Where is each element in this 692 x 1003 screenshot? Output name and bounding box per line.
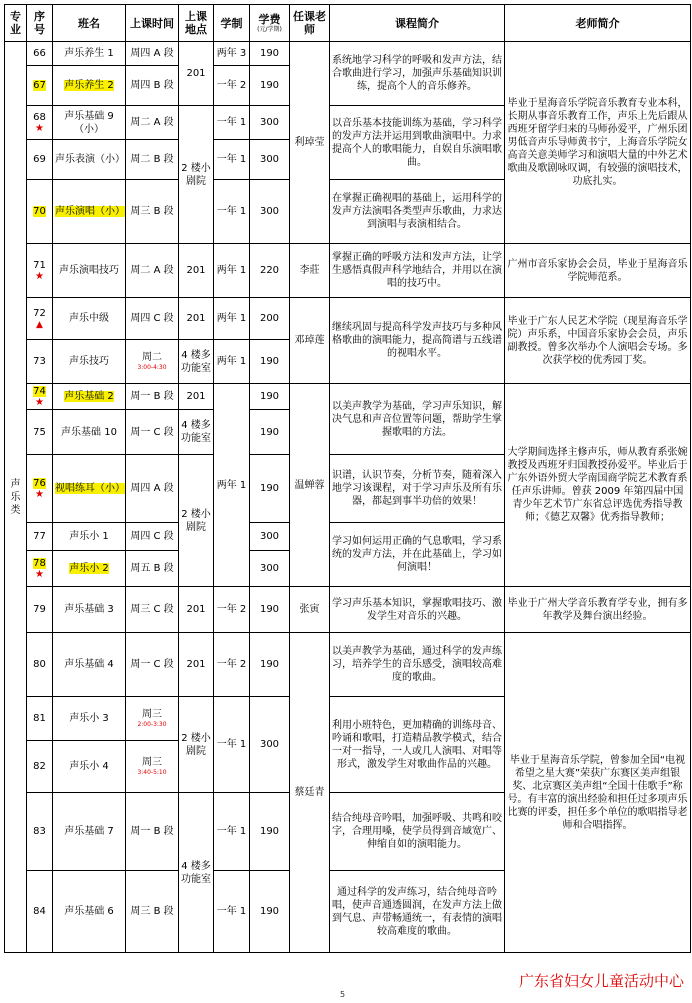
course-desc: 学习如何运用正确的气息歌唱，学习系统的发声方法，并在此基础上，学习如何演唱！ [330, 523, 505, 587]
header-category: 专业 [5, 5, 27, 42]
class-place: 2 楼小剧院 [179, 106, 214, 244]
class-name-highlight: 声乐小 2 [69, 563, 109, 574]
course-desc: 在掌握正确视唱的基础上，运用科学的发声方法演唱各类型声乐歌曲，力求达到演唱与表演相结合。 [330, 180, 505, 244]
page-number: 5 [340, 990, 346, 999]
course-desc: 掌握正确的呼吸方法和发声方法，让学生感悟真假声科学地结合，并用以在演唱的技巧中。 [330, 244, 505, 298]
triangle-icon: ▲ [36, 320, 43, 330]
class-name: 声乐演唱技巧 [53, 244, 126, 298]
header-teacher-desc: 老师简介 [505, 5, 691, 42]
class-place: 2 楼小剧院 [179, 455, 214, 587]
class-time: 周四 A 段 [126, 455, 179, 523]
course-desc: 结合纯母音吟唱，加强呼吸、共鸣和咬字，合理用嗓，使学员得到音域宽广、伸缩自如的演唱能力。 [330, 793, 505, 871]
class-name: 声乐基础 9（小） [53, 106, 126, 140]
class-time [126, 340, 179, 384]
class-name: 声乐技巧 [53, 340, 126, 384]
course-desc: 继续巩固与提高科学发声技巧与多种风格歌曲的演唱能力，提高简谱与五线谱的视唱水平。 [330, 298, 505, 384]
seq-cell [27, 298, 53, 340]
class-place: 201 [179, 244, 214, 298]
course-desc: 识谱，认识节奏，分析节奏，随着深入地学习该课程，对于学习声乐及所有乐器，都起到事半功倍的效果！ [330, 455, 505, 523]
class-fee: 190 [250, 384, 290, 410]
star-icon: ★ [35, 123, 44, 134]
class-duration: 一年 2 [214, 587, 250, 633]
class-duration: 一年 1 [214, 697, 250, 793]
class-time: 周四 A 段 [126, 42, 179, 66]
teacher-desc: 毕业于星海音乐学院音乐教育专业本科，长期从事音乐教育工作，声乐上先后跟从西班牙留学归来的马师孙爱平，广州乐团男低音声乐导师黄书宁，上海音乐学院女高音关意美师学习和演唱大量的中外艺术歌曲及歌剧咏叹调，有较强的演唱技术，功底扎实。 [505, 42, 691, 244]
header-seq: 序号 [27, 5, 53, 42]
class-duration: 两年 1 [214, 298, 250, 340]
seq-highlight: 74 [33, 386, 46, 397]
course-desc: 以音乐基本技能训练为基础，学习科学的发声方法并运用到歌曲演唱中。力求提高个人的歌唱能力，自娱自乐演唱歌曲。 [330, 106, 505, 180]
class-duration: 一年 1 [214, 871, 250, 953]
teacher-name: 李莊 [290, 244, 330, 298]
class-name-highlight: 声乐基础 2 [64, 391, 114, 402]
teacher-name: 邓琸莲 [290, 298, 330, 384]
seq-highlight: 67 [33, 80, 46, 91]
teacher-name: 蔡廷青 [290, 633, 330, 953]
class-name: 声乐养生 1 [53, 42, 126, 66]
class-time [126, 741, 179, 793]
class-duration: 两年 1 [214, 384, 250, 587]
class-fee: 300 [250, 180, 290, 244]
class-time: 周五 B 段 [126, 551, 179, 587]
class-time-day: 周二 [142, 352, 162, 363]
class-fee: 190 [250, 455, 290, 523]
class-time-range: 2:00-3:30 [137, 721, 167, 728]
class-name: 声乐小 3 [53, 697, 126, 741]
class-time: 周四 C 段 [126, 523, 179, 551]
class-duration: 一年 1 [214, 140, 250, 180]
teacher-desc: 广州市音乐家协会会员，毕业于星海音乐学院师范系。 [505, 244, 691, 298]
course-desc: 系统地学习科学的呼吸和发声方法，结合歌曲进行学习，加强声乐基础知识训练，提高个人的音乐修养。 [330, 42, 505, 106]
seq-cell: 77 [27, 523, 53, 551]
table-row [5, 587, 691, 633]
table-row [5, 384, 691, 410]
course-table [4, 4, 691, 953]
class-fee: 300 [250, 140, 290, 180]
class-place: 4 楼多功能室 [179, 410, 214, 455]
table-row [5, 298, 691, 340]
class-name: 声乐小 1 [53, 523, 126, 551]
star-icon: ★ [35, 397, 44, 408]
class-place: 201 [179, 298, 214, 340]
class-time: 周一 C 段 [126, 633, 179, 697]
seq-cell: 75 [27, 410, 53, 455]
class-time: 周一 C 段 [126, 410, 179, 455]
class-fee: 300 [250, 523, 290, 551]
class-name-highlight: 视唱练耳（小） [55, 483, 125, 494]
seq-cell: 66 [27, 42, 53, 66]
header-class: 班名 [53, 5, 126, 42]
class-duration: 一年 1 [214, 106, 250, 140]
class-fee: 190 [250, 871, 290, 953]
class-place: 2 楼小剧院 [179, 697, 214, 793]
class-time: 周四 B 段 [126, 66, 179, 106]
class-name: 声乐基础 3 [53, 587, 126, 633]
seq-number: 72 [33, 308, 46, 319]
class-name-highlight: 声乐养生 2 [64, 80, 114, 91]
header-duration: 学制 [214, 5, 250, 42]
class-time: 周二 A 段 [126, 106, 179, 140]
star-icon: ★ [35, 489, 44, 500]
star-icon: ★ [35, 271, 44, 282]
class-time-day: 周三 [142, 709, 162, 720]
seq-cell [27, 455, 53, 523]
class-time: 周二 A 段 [126, 244, 179, 298]
seq-cell [27, 180, 53, 244]
teacher-desc: 大学期间选择主修声乐，师从教育系张婉教授及西班牙归国教授孙爱平。毕业后于广东外语外贸大学南国商学院艺术教育系任声乐讲师。曾获 2009 年第四届中国青少年艺术节广东省总评选优秀指导教师；《德艺双馨》优秀指导教师； [505, 384, 691, 587]
class-name: 声乐基础 6 [53, 871, 126, 953]
class-fee: 190 [250, 410, 290, 455]
class-name: 声乐小 4 [53, 741, 126, 793]
class-name [53, 66, 126, 106]
teacher-desc: 毕业于星海音乐学院，曾参加全国“电视希望之星大赛”荣获广东赛区美声组银奖、北京赛区美声组“全国十佳歌手”称号。有丰富的演出经验和担任过多项声乐比赛的评委，担任多个单位的歌唱指导老师和合唱指挥。 [505, 633, 691, 953]
header-teacher: 任课老师 [290, 5, 330, 42]
class-fee: 200 [250, 298, 290, 340]
class-fee: 190 [250, 587, 290, 633]
class-time: 周三 B 段 [126, 871, 179, 953]
class-time-range: 3:00-4:30 [137, 364, 167, 371]
class-time: 周三 B 段 [126, 180, 179, 244]
seq-cell: 82 [27, 741, 53, 793]
header-fee [250, 5, 290, 42]
course-desc: 学习声乐基本知识，掌握歌唱技巧、激发学生对音乐的兴趣。 [330, 587, 505, 633]
footer-organization: 广东省妇女儿童活动中心 [518, 972, 684, 990]
class-duration: 一年 2 [214, 66, 250, 106]
seq-cell [27, 244, 53, 298]
header-time: 上课时间 [126, 5, 179, 42]
class-place: 201 [179, 42, 214, 106]
class-time-day: 周三 [142, 757, 162, 768]
seq-cell: 84 [27, 871, 53, 953]
table-row [5, 633, 691, 697]
class-name-highlight: 声乐演唱（小） [55, 206, 125, 217]
header-course-desc: 课程简介 [330, 5, 505, 42]
course-desc: 以美声教学为基础，学习声乐知识，解决气息和声音位置等问题，帮助学生掌握歌唱的方法。 [330, 384, 505, 455]
seq-cell [27, 66, 53, 106]
class-time: 周一 B 段 [126, 793, 179, 871]
class-fee: 190 [250, 793, 290, 871]
class-name: 声乐基础 4 [53, 633, 126, 697]
seq-number: 71 [33, 260, 46, 271]
category-cell: 声乐类 [5, 42, 27, 953]
class-time: 周一 B 段 [126, 384, 179, 410]
class-fee: 190 [250, 340, 290, 384]
seq-cell [27, 384, 53, 410]
class-fee: 300 [250, 551, 290, 587]
class-fee: 190 [250, 66, 290, 106]
class-name: 声乐基础 10 [53, 410, 126, 455]
class-time [126, 697, 179, 741]
header-place: 上课地点 [179, 5, 214, 42]
class-duration: 一年 1 [214, 180, 250, 244]
teacher-desc: 毕业于广东人民艺术学院（现星海音乐学院）声乐系，中国音乐家协会会员，声乐副教授。曾多次举办个人演唱会专场。多次获学校的优秀园丁奖。 [505, 298, 691, 384]
class-fee: 190 [250, 42, 290, 66]
seq-highlight: 78 [33, 558, 46, 569]
course-desc: 通过科学的发声练习，结合纯母音吟唱，使声音通透圆润，在发声方法上做到气息、声带畅通统一，有表情的演唱较高难度的歌曲。 [330, 871, 505, 953]
class-time: 周三 C 段 [126, 587, 179, 633]
seq-cell: 83 [27, 793, 53, 871]
class-time-range: 3:40-5:10 [137, 769, 167, 776]
class-name: 声乐中级 [53, 298, 126, 340]
class-fee: 220 [250, 244, 290, 298]
class-place: 201 [179, 633, 214, 697]
seq-cell: 80 [27, 633, 53, 697]
teacher-name: 利琸莹 [290, 42, 330, 244]
class-time: 周四 C 段 [126, 298, 179, 340]
class-place: 4 楼多功能室 [179, 340, 214, 384]
header-fee-unit: (元/学期) [257, 25, 282, 33]
class-place: 201 [179, 587, 214, 633]
class-fee: 190 [250, 633, 290, 697]
class-name: 声乐基础 7 [53, 793, 126, 871]
class-name [53, 455, 126, 523]
class-duration: 两年 3 [214, 42, 250, 66]
seq-cell: 79 [27, 587, 53, 633]
class-duration: 一年 2 [214, 633, 250, 697]
table-row [5, 244, 691, 298]
class-place: 201 [179, 384, 214, 410]
class-name [53, 180, 126, 244]
class-place: 4 楼多功能室 [179, 793, 214, 953]
class-name: 声乐表演（小） [53, 140, 126, 180]
teacher-name: 张寅 [290, 587, 330, 633]
seq-cell [27, 551, 53, 587]
teacher-name: 温蝉蓉 [290, 384, 330, 587]
class-duration: 两年 1 [214, 340, 250, 384]
star-icon: ★ [35, 569, 44, 580]
seq-cell [27, 106, 53, 140]
seq-highlight: 70 [33, 206, 46, 217]
class-fee: 300 [250, 106, 290, 140]
seq-cell: 73 [27, 340, 53, 384]
course-desc: 以美声教学为基础，通过科学的发声练习，培养学生的音乐感受，演唱较高难度的歌曲。 [330, 633, 505, 697]
seq-number: 68 [33, 112, 46, 123]
class-duration: 一年 1 [214, 793, 250, 871]
seq-cell: 69 [27, 140, 53, 180]
header-row [5, 5, 691, 42]
seq-cell: 81 [27, 697, 53, 741]
class-duration: 两年 1 [214, 244, 250, 298]
class-time: 周二 B 段 [126, 140, 179, 180]
class-fee: 300 [250, 697, 290, 793]
teacher-desc: 毕业于广州大学音乐教育学专业，拥有多年教学及舞台演出经验。 [505, 587, 691, 633]
class-name [53, 384, 126, 410]
course-desc: 利用小班特色，更加精确的训练母音、吟诵和歌唱，打造精品教学模式，结合一对一指导，一人或几人演唱、对唱等形式，激发学生对歌曲作品的兴趣。 [330, 697, 505, 793]
class-name [53, 551, 126, 587]
header-fee-label: 学费 [258, 12, 281, 26]
seq-highlight: 76 [33, 478, 46, 489]
table-row [5, 42, 691, 66]
